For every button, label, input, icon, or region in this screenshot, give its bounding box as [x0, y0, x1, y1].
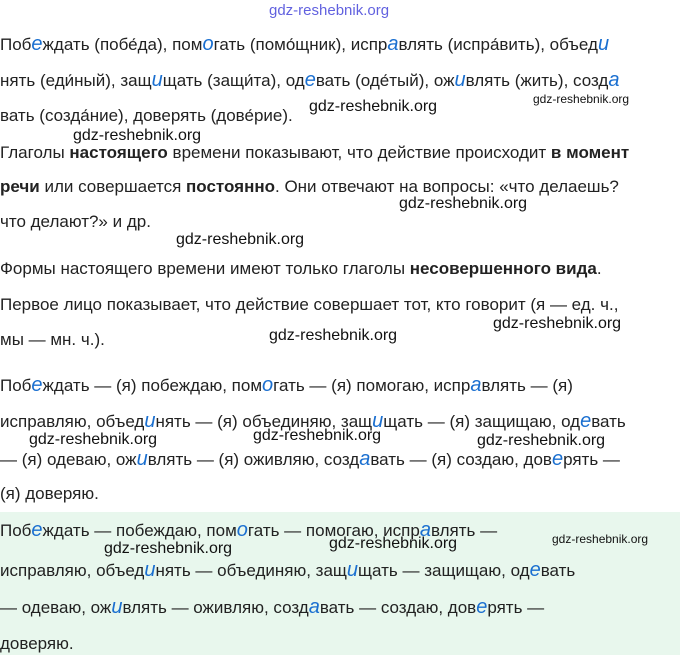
p2-line3: что делают?» и др.	[0, 212, 151, 231]
p5-line1: Побеждать — (я) побеждаю, помогать — (я) помогаю, исправлять — (я)	[0, 374, 573, 396]
p1-line1: Побеждать (побе́да), помогать (помо́щник), исправлять (испра́вить), объеди	[0, 33, 610, 55]
p4-line2: мы — мн. ч.).	[0, 330, 105, 349]
watermark: gdz-reshebnik.org	[29, 431, 158, 448]
watermark: gdz-reshebnik.org	[533, 92, 630, 106]
watermark: gdz-reshebnik.org	[329, 535, 458, 552]
answer-line2: исправляю, объединять — объединяю, защищать — защищаю, одевать	[0, 559, 576, 581]
p4-line1: Первое лицо показывает, что действие совершает тот, кто говорит (я — ед. ч.,	[0, 295, 619, 314]
watermark: gdz-reshebnik.org	[269, 327, 398, 344]
watermark: gdz-reshebnik.org	[104, 540, 233, 557]
answer-line4: доверяю.	[0, 634, 74, 653]
watermark: gdz-reshebnik.org	[253, 427, 382, 444]
p5-line4: (я) доверяю.	[0, 484, 99, 503]
p5-line3: — (я) одеваю, оживлять — (я) оживляю, создавать — (я) создаю, доверять —	[0, 448, 620, 470]
watermark: gdz-reshebnik.org	[73, 127, 202, 144]
answer-line3: — одеваю, оживлять — оживляю, создавать — создаю, доверять —	[0, 596, 545, 618]
p5-line2: исправляю, объединять — (я) объединяю, защищать — (я) защищаю, одевать	[0, 410, 626, 432]
p1-line2: нять (еди́ный), защищать (защи́та), одевать (оде́тый), оживлять (жить), созда	[0, 69, 620, 91]
watermark: gdz-reshebnik.org	[269, 2, 390, 19]
watermark: gdz-reshebnik.org	[477, 432, 606, 449]
p3-line1: Формы настоящего времени имеют только глаголы несовершенного вида.	[0, 259, 602, 278]
watermark: gdz-reshebnik.org	[493, 315, 622, 332]
watermark: gdz-reshebnik.org	[309, 98, 438, 115]
p1-line3: вать (созда́ние), доверять (дове́рие).	[0, 106, 293, 125]
p2-line2: речи или совершается постоянно. Они отвечают на вопросы: «что делаешь?	[0, 177, 619, 196]
watermark: gdz-reshebnik.org	[552, 532, 649, 546]
p2-line1: Глаголы настоящего времени показывают, что действие происходит в момент	[0, 143, 630, 162]
watermark: gdz-reshebnik.org	[399, 195, 528, 212]
watermark: gdz-reshebnik.org	[176, 231, 305, 248]
answer-line1: Побеждать — побеждаю, помогать — помогаю, исправлять —	[0, 519, 498, 541]
